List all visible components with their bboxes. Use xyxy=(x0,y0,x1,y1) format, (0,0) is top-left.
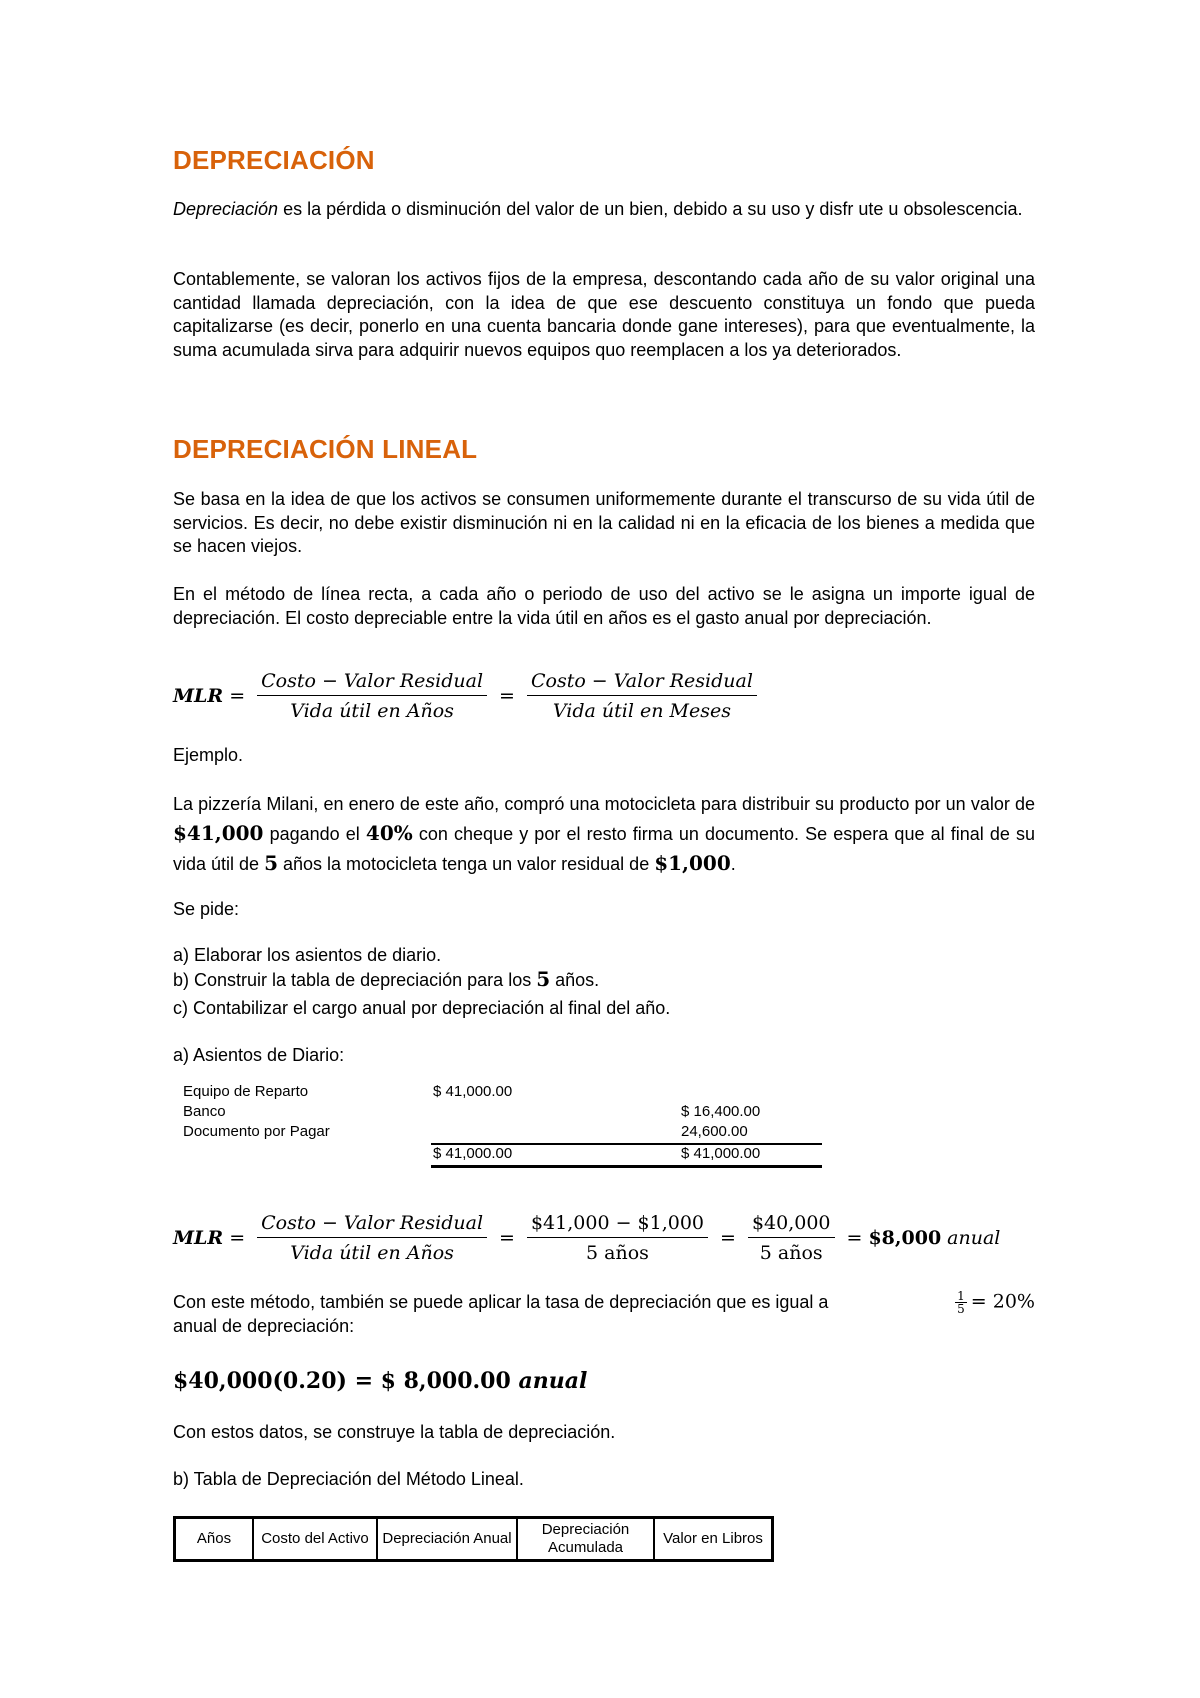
table-heading: b) Tabla de Depreciación del Método Lineal. xyxy=(173,1469,524,1489)
definition-term: Depreciación xyxy=(173,199,279,219)
example-text: pagando el xyxy=(263,824,366,844)
section-title-depreciacion-lineal: DEPRECIACIÓN LINEAL xyxy=(173,434,478,464)
col-header-anos: Años xyxy=(175,1518,254,1561)
journal-row xyxy=(183,1083,823,1103)
fraction-numerator: Costo − Valor Residual xyxy=(257,670,487,696)
rate-calculation-value: $40,000(0.20) = $ 8,000.00 xyxy=(173,1368,511,1394)
formula-equals: = xyxy=(229,1227,246,1249)
col-header-valor-libros: Valor en Libros xyxy=(654,1518,773,1561)
price-value: $41,000 xyxy=(173,821,264,845)
formula-equals: = xyxy=(720,1227,736,1249)
fraction-months xyxy=(527,670,757,722)
fraction-denominator: Vida útil en Años xyxy=(290,1242,454,1264)
example-label: Ejemplo. xyxy=(173,745,244,765)
fraction-numerator: Costo − Valor Residual xyxy=(527,670,757,696)
example-text: La pizzería Milani, en enero de este año, compró una motocicleta para distribuir su producto por un valor de xyxy=(173,794,1035,814)
task-b-years: 5 xyxy=(536,967,551,991)
fraction-values xyxy=(527,1212,708,1264)
fraction-denominator: Vida útil en Años xyxy=(290,700,454,722)
depreciation-table xyxy=(173,1516,774,1562)
fraction-denominator: Vida útil en Meses xyxy=(552,700,731,722)
formula-equals: = xyxy=(846,1227,863,1249)
formula-lhs: MLR xyxy=(173,1227,224,1249)
journal-total-row xyxy=(183,1145,823,1165)
formula-equals: = xyxy=(499,1227,515,1249)
years-value: 5 xyxy=(264,851,278,875)
formula-equals: = xyxy=(229,685,246,707)
rate-text: anual de depreciación: xyxy=(173,1316,355,1336)
formula-mlr xyxy=(173,668,763,724)
fraction-years xyxy=(257,670,487,722)
formula-result-unit: anual xyxy=(947,1227,1001,1249)
col-header-dep-acumulada: Depreciación Acumulada xyxy=(517,1518,654,1561)
se-pide-label: Se pide: xyxy=(173,899,240,919)
fraction-numerator: $40,000 xyxy=(748,1212,835,1238)
definition-paragraph xyxy=(173,198,1035,222)
journal-credit: 24,600.00 xyxy=(681,1123,748,1140)
task-a: a) Elaborar los asientos de diario. xyxy=(173,945,442,965)
accounting-paragraph: Contablemente, se valoran los activos fijos de la empresa, descontando cada año de su valor original una cantidad llamada depreciación, con la idea de que ese descuento constituya un fondo que pueda capitalizarse (es decir, ponerlo en una cuenta bancaria donde gane intereses), para que eventualmente, la suma acumulada sirva para adquirir nuevos equipos quo reemplacen a los ya deteriorados. xyxy=(173,269,1035,360)
formula-result: $8,000 xyxy=(868,1227,942,1249)
fraction-numerator: $41,000 − $1,000 xyxy=(527,1212,708,1238)
task-c: c) Contabilizar el cargo anual por depreciación al final del año. xyxy=(173,998,671,1018)
fraction-general xyxy=(257,1212,487,1264)
col-header-costo: Costo del Activo xyxy=(253,1518,377,1561)
example-text: años la motocicleta tenga un valor residual de xyxy=(277,854,655,874)
fraction-numerator: Costo − Valor Residual xyxy=(257,1212,487,1238)
rate-formula xyxy=(955,1290,1035,1315)
journal-total-credit: $ 41,000.00 xyxy=(681,1145,761,1162)
lineal-paragraph-1: Se basa en la idea de que los activos se consumen uniformemente durante el transcurso de su vida útil de servicios. Es decir, no debe existir disminución ni en la calidad ni en la eficacia de los bienes a medida que se hacen viejos. xyxy=(173,489,1035,556)
rate-result: = 20% xyxy=(970,1290,1035,1313)
journal-heading: a) Asientos de Diario: xyxy=(173,1045,345,1065)
formula-lhs: MLR xyxy=(173,685,224,707)
definition-text: es la pérdida o disminución del valor de un bien, debido a su uso y disfr ute u obsolescencia. xyxy=(278,199,1023,219)
task-b xyxy=(173,968,1035,993)
formula-equals: = xyxy=(499,685,515,707)
rate-fraction-denominator: 5 xyxy=(957,1302,965,1316)
rate-calculation-unit: anual xyxy=(518,1368,588,1394)
fraction-simplified xyxy=(748,1212,835,1264)
journal-account: Documento por Pagar xyxy=(183,1123,330,1140)
rate-calculation xyxy=(173,1368,587,1394)
closing-paragraph: Con estos datos, se construye la tabla de depreciación. xyxy=(173,1422,616,1442)
table-header-row xyxy=(175,1518,773,1561)
fraction-denominator: 5 años xyxy=(586,1242,649,1264)
journal-account: Equipo de Reparto xyxy=(183,1083,309,1100)
journal-row xyxy=(183,1123,823,1143)
journal-total-debit: $ 41,000.00 xyxy=(433,1145,513,1162)
lineal-paragraph-2: En el método de línea recta, a cada año o periodo de uso del activo se le asigna un importe igual de depreciación. El costo depreciable entre la vida útil en años es el gasto anual por depreciación. xyxy=(173,584,1035,628)
rate-paragraph xyxy=(173,1290,1035,1339)
example-text: con cheque y por el resto firma un documento. Se espera que al final de su vida útil de xyxy=(173,824,1035,874)
journal-double-rule xyxy=(431,1165,822,1168)
task-b-text: años. xyxy=(550,970,600,990)
journal-entries xyxy=(183,1083,823,1165)
journal-row xyxy=(183,1103,823,1123)
percent-value: 40% xyxy=(365,821,413,845)
journal-account: Banco xyxy=(183,1103,226,1120)
fraction-denominator: 5 años xyxy=(759,1242,823,1264)
journal-credit: $ 16,400.00 xyxy=(681,1103,761,1120)
journal-debit: $ 41,000.00 xyxy=(433,1083,513,1100)
example-paragraph xyxy=(173,790,1035,879)
residual-value: $1,000 xyxy=(654,851,731,875)
example-text: . xyxy=(730,854,736,874)
rate-text: Con este método, también se puede aplicar la tasa de depreciación que es igual a xyxy=(173,1291,829,1312)
rate-fraction-numerator: 1 xyxy=(957,1289,965,1303)
formula-mlr-calculation xyxy=(173,1210,1000,1266)
task-b-text: b) Construir la tabla de depreciación para los xyxy=(173,970,537,990)
section-title-depreciacion: DEPRECIACIÓN xyxy=(173,145,375,175)
rate-line xyxy=(173,1290,1035,1315)
rate-fraction xyxy=(955,1290,967,1315)
col-header-dep-anual: Depreciación Anual xyxy=(377,1518,517,1561)
